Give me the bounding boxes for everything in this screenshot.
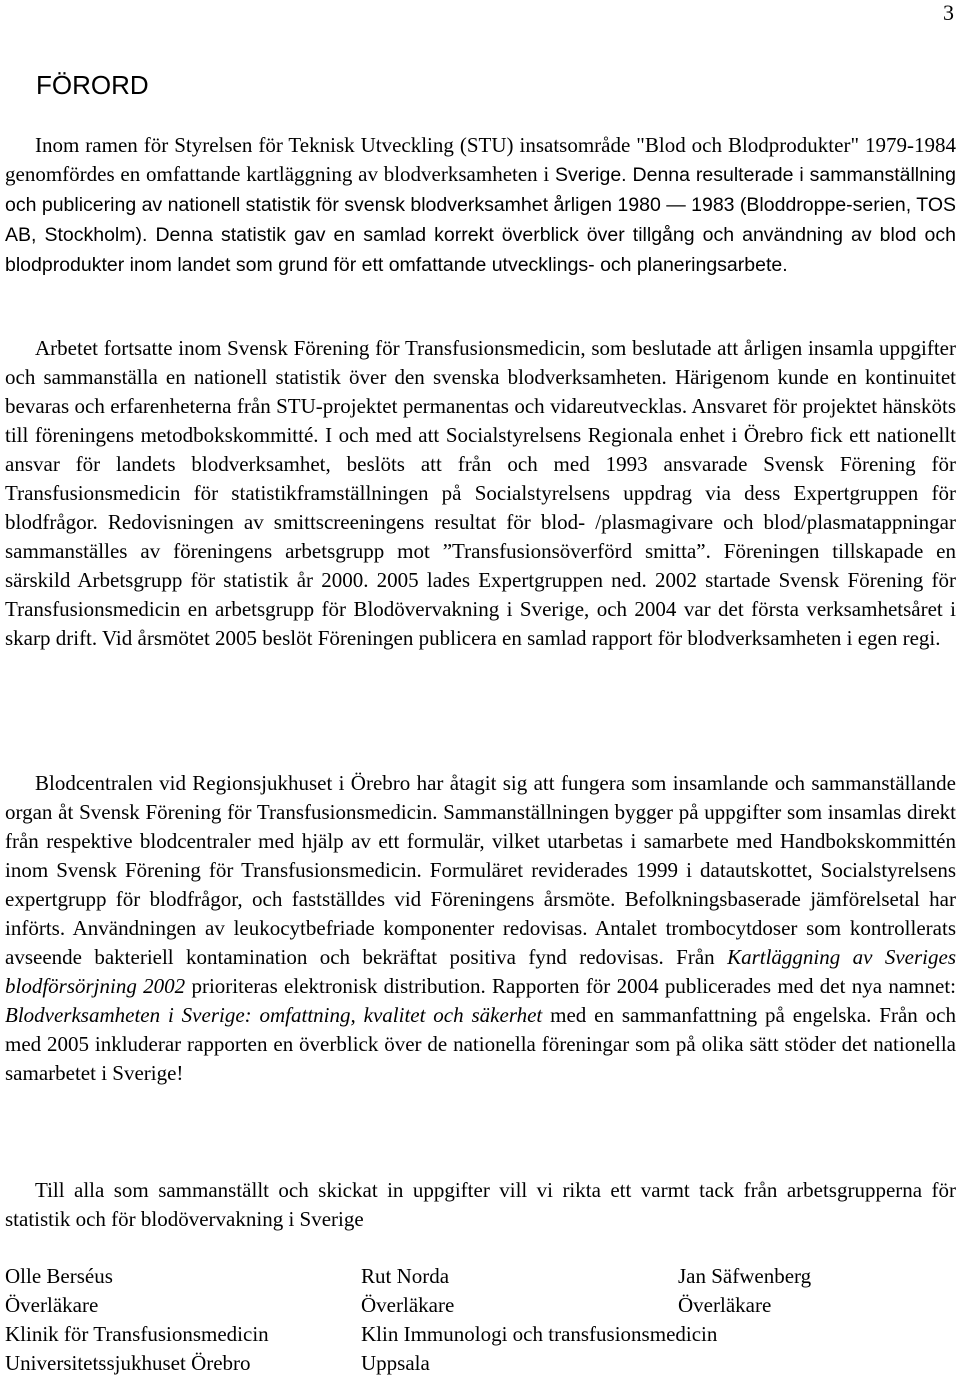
report-title-2002: Kartläggning av Sveriges blodförsörjning 2002 [5, 945, 956, 998]
signatory-location: Uppsala [361, 1351, 430, 1375]
report-title-new: Blodverksamheten i Sverige: omfattning, kvalitet och säkerhet [5, 1003, 543, 1027]
signatory-title: Överläkare [5, 1293, 99, 1317]
signatory-name: Olle Berséus [5, 1264, 113, 1288]
paragraph-intro-serif: Inom ramen för Styrelsen för Teknisk Utveckling (STU) insatsområde "Blod och Blodprodukter" 1979-1984 genomfördes en omfattande kartläggning av blodverksamheten i [5, 133, 956, 186]
paragraph-intro [5, 131, 956, 280]
signatory-unit: Klin Immunologi och transfusionsmedicin [361, 1322, 718, 1346]
signature-block-2 [361, 1262, 717, 1378]
paragraph-compilation-text-1: Blodcentralen vid Regionsjukhuset i Örebro har åtagit sig att fungera som insamlande och sammanställande organ åt Svensk Förening för Transfusionsmedicin. Sammanställningen bygger på uppgifter som insamlas direkt från respektive blodcentraler med hjälp av ett formulär, vilket utarbetas i samarbete med Handbokskommittén inom Svensk Förening för Transfusionsmedicin. Formuläret reviderades 1999 i datautskottet, Socialstyrelsens expertgrupp för blodfrågor, och fastställdes vid Föreningens årsmöte. Befolkningsbaserade jämförelsetal har införts. Användningen av leukocytbefriade komponenter redovisas. Antalet trombocytdoser som kontrollerats avseende bakteriell kontamination och bekräftat positiva fynd redovisas. Från [5, 771, 956, 969]
paragraph-intro-sans: Sverige. Denna resulterade i sammanställning och publicering av nationell statistik för svensk blodverksamhet årligen 1980 — 1983 (Bloddroppe-serien, TOS AB, Stockholm). Denna statistik gav en samlad korrekt överblick över tillgång och användning av blod och blodprodukter inom landet som grund för ett omfattande utvecklings- och planeringsarbete. [5, 164, 956, 276]
paragraph-compilation-text-2: prioriteras elektronisk distribution. Rapporten för 2004 publicerades med det nya namnet: [185, 974, 956, 998]
paragraph-thanks: Till alla som sammanställt och skickat in uppgifter vill vi rikta ett varmt tack från arbetsgrupperna för statistik och för blodövervakning i Sverige [5, 1178, 956, 1231]
page-title: FÖRORD [36, 70, 149, 100]
signatory-name: Jan Säfwenberg [678, 1264, 812, 1288]
paragraph-compilation-text-3: med en sammanfattning på engelska. Från och med 2005 inkluderar rapporten en överblick över de nationella föreningar som på olika sätt stöder det nationella samarbetet i Sverige! [5, 1003, 956, 1085]
page-number: 3 [943, 0, 954, 25]
paragraph-history: Arbetet fortsatte inom Svensk Förening för Transfusionsmedicin, som beslutade att årligen insamla uppgifter och sammanställa en nationell statistik över den svenska blodverksamheten. Härigenom kunde en kontinuitet bevaras och erfarenheterna från STU-projektet permanentas och vidareutvecklas. Ansvaret för projektet hänsköts till föreningens metodbokskommitté. I och med att Socialstyrelsens Regionala enhet i Örebro fick ett nationellt ansvar för landets blodverksamhet, beslöts att från och med 1993 ansvarade Svensk Förening för Transfusionsmedicin för statistikframställningen på Socialstyrelsens uppdrag via dess Expertgruppen för blodfrågor. Redovisningen av smittscreeningens resultat för blod- /plasmagivare och blod/plasmatappningar sammanställes av föreningens arbetsgrupp mot ”Transfusionsöverförd smitta”. Föreningen tillskapade en särskild Arbetsgrupp för statistik år 2000. 2005 lades Expertgruppen ned. 2002 startade Svensk Förening för Transfusionsmedicin en arbetsgrupp för Blodövervakning i Sverige, och 2004 var det första verksamhetsåret i skarp drift. Vid årsmötet 2005 beslöt Föreningen publicera en samlad rapport för blodverksamheten i egen regi. [5, 336, 956, 650]
signatory-unit: Klinik för Transfusionsmedicin [5, 1322, 269, 1346]
signatory-location: Universitetssjukhuset Örebro [5, 1351, 251, 1375]
signatory-title: Överläkare [361, 1293, 455, 1317]
signatory-name: Rut Norda [361, 1264, 450, 1288]
signature-block-1 [5, 1262, 269, 1378]
signatory-title: Överläkare [678, 1293, 772, 1317]
signature-block-3 [678, 1262, 811, 1320]
paragraph-compilation [5, 769, 956, 1088]
